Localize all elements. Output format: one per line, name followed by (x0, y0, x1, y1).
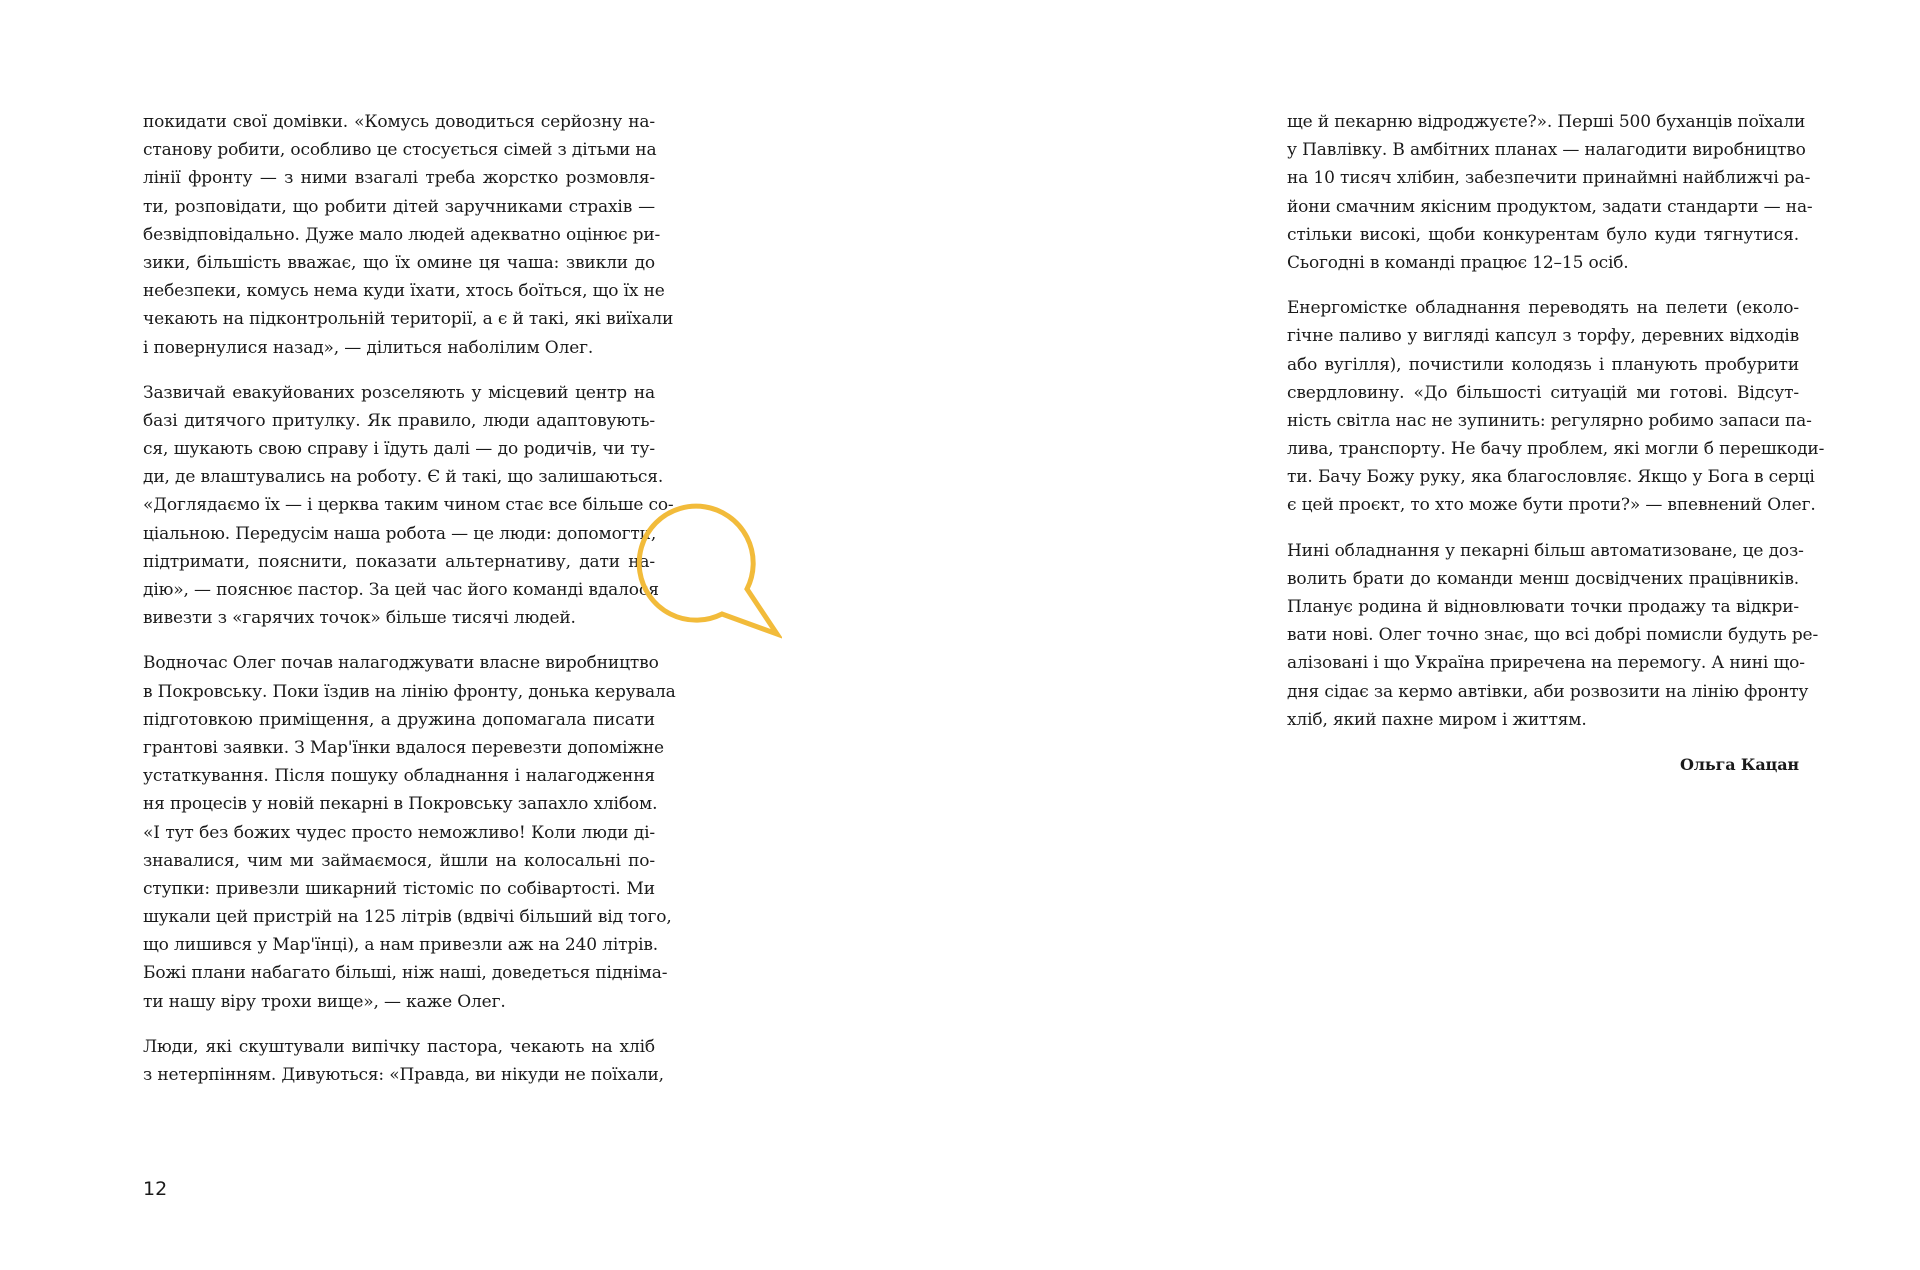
text-line: гічне паливо у вигляді капсул з торфу, деревних відходів (1287, 326, 1799, 347)
page-number: 12 (143, 1178, 168, 1200)
paragraph (143, 108, 674, 362)
text-line: що лишився у Мар'їнці), а нам привезли аж на 240 літрів. (143, 935, 659, 956)
text-line: алізовані і що Україна приречена на перемогу. А нині що- (1287, 653, 1805, 674)
text-line: лива, транспорту. Не бачу проблем, які могли б перешкоди- (1287, 439, 1825, 460)
text-line: ти, розповідати, що робити дітей заручниками страхів — (143, 196, 655, 217)
left-page-text (143, 108, 676, 1106)
text-line: у Павлівку. В амбітних планах — налагодити виробництво (1287, 140, 1806, 161)
text-line: ся, шукають свою справу і їдуть далі — до родичів, чи ту- (143, 439, 655, 460)
text-line: лінії фронту — з ними взагалі треба жорстко розмовля- (143, 168, 655, 189)
text-line: є цей проєкт, то хто може бути проти?» — впевнений Олег. (1287, 495, 1816, 516)
text-line: Божі плани набагато більші, ніж наші, доведеться підніма- (143, 963, 668, 984)
text-line: шукали цей пристрій на 125 літрів (вдвічі більший від того, (143, 907, 672, 928)
text-line: покидати свої домівки. «Комусь доводиться серйозну на- (143, 112, 655, 132)
paragraph (1287, 294, 1825, 520)
paragraph (143, 379, 674, 633)
text-line: ще й пекарню відроджуєте?». Перші 500 буханців поїхали (1287, 112, 1806, 132)
text-line: Планує родина й відновлювати точки продажу та відкри- (1287, 597, 1799, 617)
text-line: на 10 тисяч хлібин, забезпечити принаймні найближчі ра- (1287, 168, 1811, 189)
text-line: безвідповідально. Дуже мало людей адекватно оцінює ри- (143, 224, 661, 245)
text-line: устаткування. Після пошуку обладнання і налагодження (143, 766, 655, 787)
text-line: ня процесів у новій пекарні в Покровську запахло хлібом. (143, 794, 658, 815)
paragraph (1287, 537, 1819, 734)
text-line: Нині обладнання у пекарні більш автоматизоване, це доз- (1287, 540, 1804, 561)
text-line: «І тут без божих чудес просто неможливо! Коли люди ді- (143, 822, 655, 843)
author-signature: Ольга Кацан (1680, 754, 1799, 774)
text-line: хліб, який пахне миром і життям. (1287, 709, 1587, 730)
text-line: з нетерпінням. Дивуються: «Правда, ви нікуди не поїхали, (143, 1065, 664, 1085)
text-line: дію», — пояснює пастор. За цей час його команді вдалося (143, 580, 659, 600)
text-line: Водночас Олег почав налагоджувати власне виробництво (143, 653, 659, 674)
text-line: вати нові. Олег точно знає, що всі добрі помисли будуть ре- (1287, 625, 1819, 646)
text-line: чекають на підконтрольній території, а є й такі, які виїхали (143, 309, 674, 330)
speech-bubble-icon (632, 494, 782, 644)
text-line: вивезти з «гарячих точок» більше тисячі людей. (143, 608, 576, 629)
text-line: ність світла нас не зупинить: регулярно робимо запаси па- (1287, 410, 1812, 431)
text-line: в Покровську. Поки їздив на лінію фронту, донька керувала (143, 681, 676, 702)
text-line: Сьогодні в команді працює 12–15 осіб. (1287, 252, 1629, 273)
text-line: ціальною. Передусім наша робота — це люди: допомогти, (143, 523, 657, 544)
text-line: «Доглядаємо їх — і церква таким чином стає все більше со- (143, 495, 674, 516)
text-line: ступки: привезли шикарний тістоміс по собівартості. Ми (143, 878, 655, 899)
text-line: грантові заявки. З Мар'їнки вдалося перевезти допоміжне (143, 737, 664, 758)
paragraph (143, 1033, 664, 1089)
paragraph (143, 649, 676, 1015)
right-page-text (1287, 108, 1825, 779)
text-line: ди, де влаштувались на роботу. Є й такі, що залишаються. (143, 467, 664, 488)
text-line: станову робити, особливо це стосується сімей з дітьми на (143, 140, 657, 161)
text-line: Люди, які скуштували випічку пастора, чекають на хліб (143, 1036, 655, 1057)
text-line: підтримати, пояснити, показати альтернативу, дати на- (143, 551, 655, 572)
text-line: волить брати до команди менш досвідчених працівників. (1287, 568, 1799, 589)
text-line: ти. Бачу Божу руку, яка благословляє. Якщо у Бога в серці (1287, 467, 1815, 488)
text-line: або вугілля), почистили колодязь і планують пробурити (1287, 354, 1799, 375)
text-line: йони смачним якісним продуктом, задати стандарти — на- (1287, 196, 1813, 217)
text-line: базі дитячого притулку. Як правило, люди адаптовують- (143, 410, 655, 431)
text-line: стільки високі, щоби конкурентам було куди тягнутися. (1287, 224, 1799, 245)
text-line: Зазвичай евакуйованих розселяють у місцевий центр на (143, 382, 655, 403)
text-line: Енергомістке обладнання переводять на пелети (еколо- (1287, 298, 1799, 319)
text-line: ти нашу віру трохи вище», — каже Олег. (143, 991, 506, 1012)
text-line: небезпеки, комусь нема куди їхати, хтось боїться, що їх не (143, 281, 665, 302)
text-line: дня сідає за кермо автівки, аби розвозити на лінію фронту (1287, 681, 1809, 702)
text-line: підготовкою приміщення, а дружина допомагала писати (143, 709, 655, 730)
text-line: і повернулися назад», — ділиться наболілим Олег. (143, 337, 594, 358)
paragraph (1287, 108, 1813, 277)
text-line: знавалися, чим ми займаємося, йшли на колосальні по- (143, 850, 655, 871)
text-line: зики, більшість вважає, що їх омине ця чаша: звикли до (143, 252, 655, 273)
text-line: свердловину. «До більшості ситуацій ми готові. Відсут- (1287, 382, 1799, 403)
